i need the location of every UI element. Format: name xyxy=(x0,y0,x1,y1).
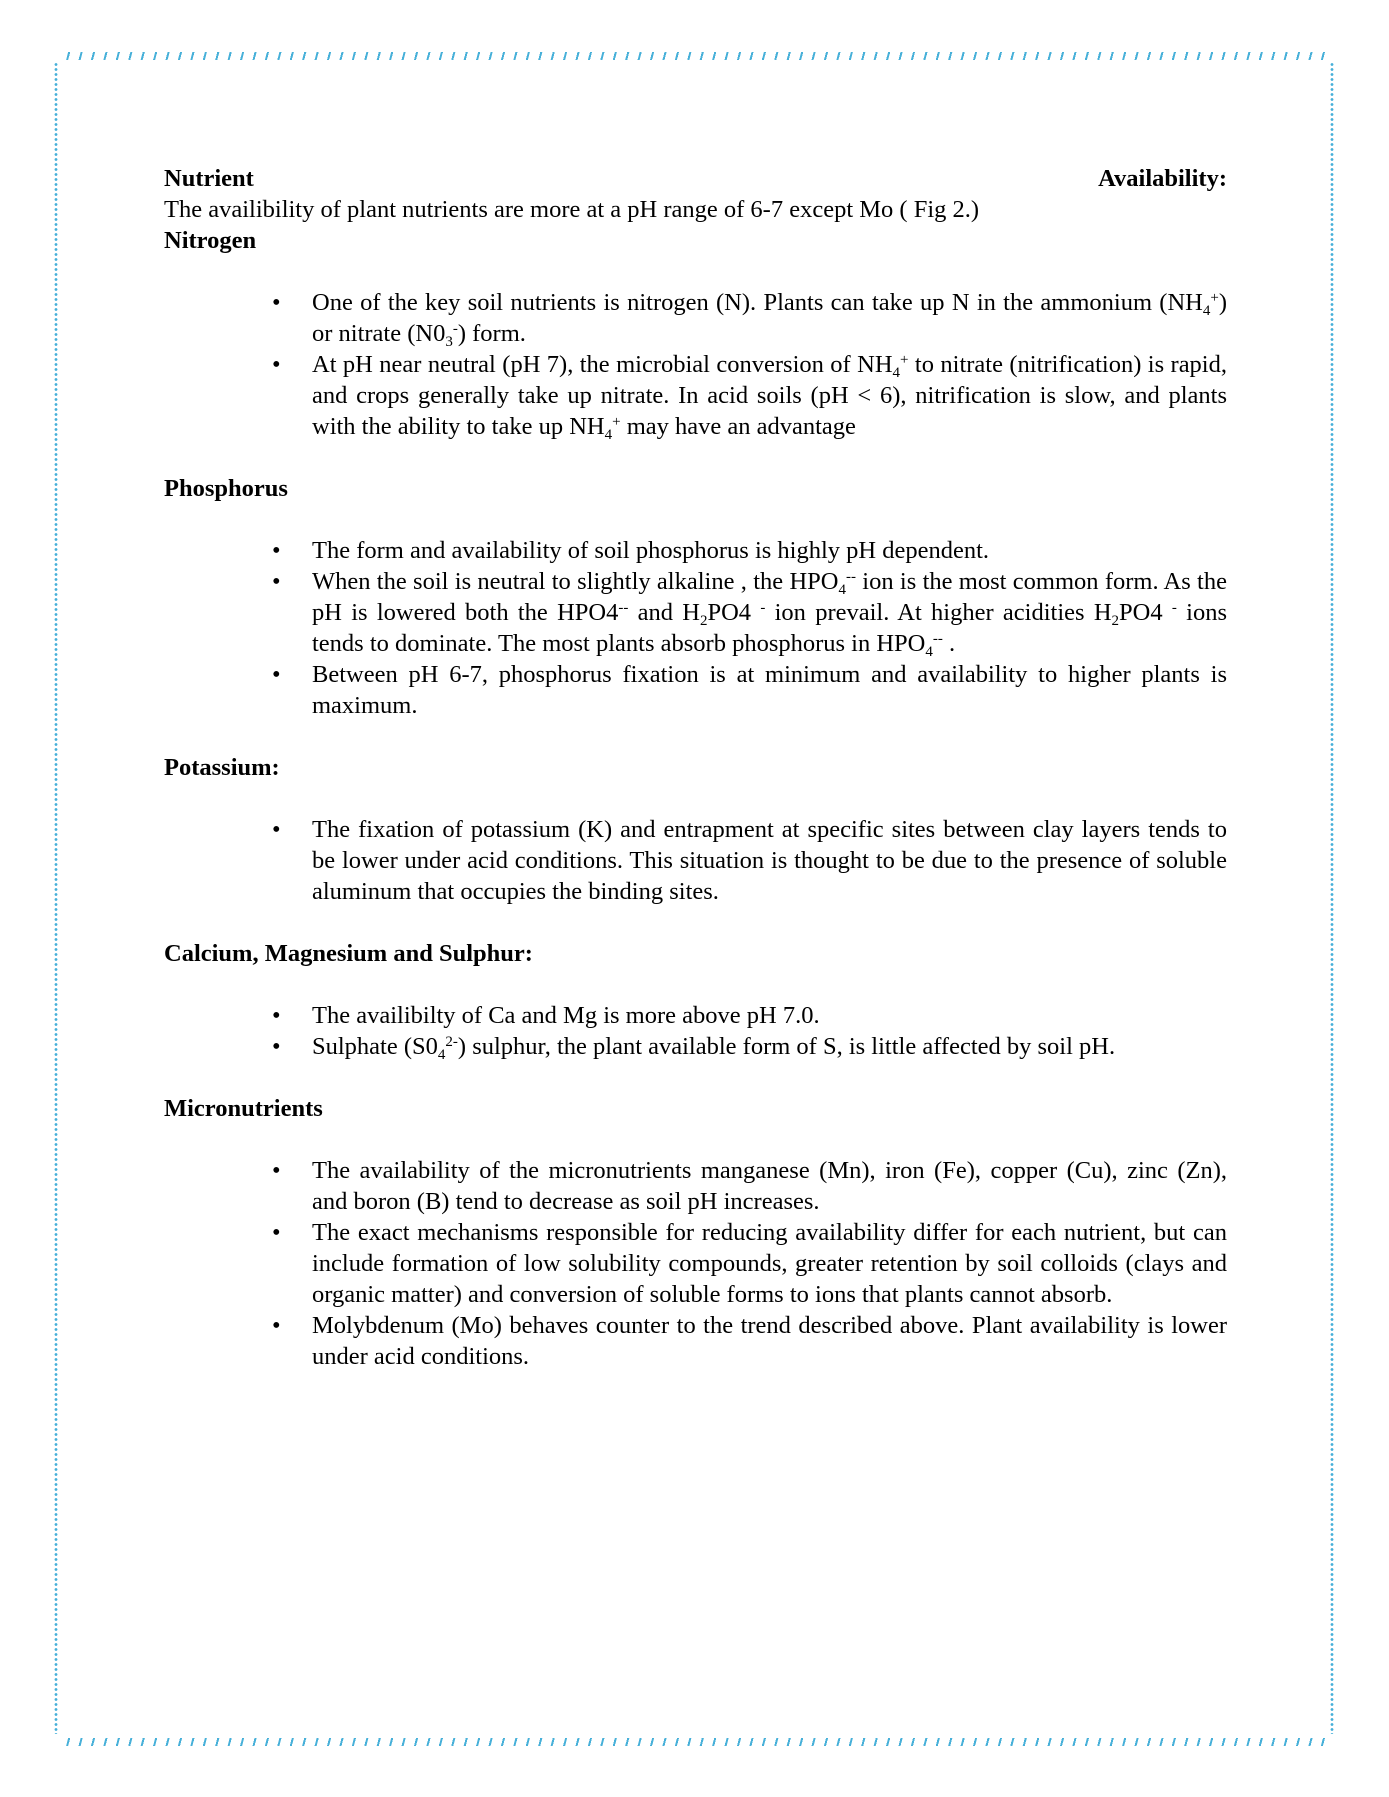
bullet-icon: • xyxy=(272,351,281,378)
bullet-icon: • xyxy=(272,1219,281,1246)
bullet-icon: • xyxy=(272,289,281,316)
document-body xyxy=(164,163,1227,1372)
list-item: • At pH near neutral (pH 7), the microbial conversion of $NH_4^+$ to nitrate (nitrification) is rapid, and crops generally take up nitrate. In acid soils (pH < 6), nitrification is slow, and plants with the ability to take up $NH_4^+$ may have an advantage xyxy=(272,351,1227,443)
list-item: • One of the key soil nutrients is nitrogen (N). Plants can take up N in the ammonium $(NH_4^+)$ or nitrate $(N0_3^-)$ form. xyxy=(272,289,1227,350)
list-item: • The exact mechanisms responsible for reducing availability differ for each nutrient, but can include formation of low solubility compounds, greater retention by soil colloids (clays and organic matter) and conversion of soluble forms to ions that plants cannot absorb. xyxy=(272,1219,1227,1308)
calcium-magnesium-sulphur-list xyxy=(164,1000,1227,1062)
list-item: • The availibilty of Ca and Mg is more above pH 7.0. xyxy=(272,1002,820,1029)
bullet-icon: • xyxy=(272,661,281,688)
page-border-bottom xyxy=(62,1738,1327,1746)
bullet-icon: • xyxy=(272,1312,281,1339)
list-item: • The availability of the micronutrients manganese (Mn), iron (Fe), copper (Cu), zinc (Zn), and boron (B) tend to decrease as soil pH increases. xyxy=(272,1157,1227,1215)
list-item: • The form and availability of soil phosphorus is highly pH dependent. xyxy=(272,537,990,564)
page-border-top xyxy=(62,52,1327,60)
phosphorus-title: Phosphorus xyxy=(164,475,288,502)
heading-left: Nutrient xyxy=(164,165,254,192)
list-item: • Molybdenum (Mo) behaves counter to the trend described above. Plant availability is lower under acid conditions. xyxy=(272,1312,1227,1370)
list-item: • Sulphate $(S0_4^{2-})$ sulphur, the plant available form of S, is little affected by soil pH. xyxy=(272,1033,1116,1063)
phosphorus-list xyxy=(164,535,1227,721)
bullet-icon: • xyxy=(272,1002,281,1029)
potassium-list xyxy=(164,814,1227,907)
bullet-icon: • xyxy=(272,816,281,843)
nitrogen-list xyxy=(164,287,1227,442)
bullet-icon: • xyxy=(272,1157,281,1184)
page-border-left xyxy=(54,62,58,1734)
bullet-icon: • xyxy=(272,568,281,595)
page-border-right xyxy=(1330,62,1334,1734)
bullet-icon: • xyxy=(272,1033,281,1060)
micronutrients-list xyxy=(164,1155,1227,1372)
calcium-magnesium-sulphur-title: Calcium, Magnesium and Sulphur: xyxy=(164,940,533,967)
heading-right: Availability: xyxy=(1098,165,1227,192)
list-item: • The fixation of potassium (K) and entrapment at specific sites between clay layers tends to be lower under acid conditions. This situation is thought to be due to the presence of soluble aluminum that occupies the binding sites. xyxy=(272,816,1227,905)
intro-paragraph: The availibility of plant nutrients are more at a pH range of 6-7 except Mo ( Fig 2.) xyxy=(164,196,980,223)
list-item: • When the soil is neutral to slightly alkaline , the $HPO_4^{--}$ ion is the most common form. As the pH is lowered both the HPO4-- and $H_2PO4$ - ion prevail. At higher acidities $H_2PO4$ - ions tends to dominate. The most plants absorb phosphorus in $HPO_4^{--}$ . xyxy=(272,568,1227,660)
nitrogen-title: Nitrogen xyxy=(164,227,257,254)
list-item: • Between pH 6-7, phosphorus fixation is at minimum and availability to higher plants is maximum. xyxy=(272,661,1227,719)
nutrient-availability-heading xyxy=(164,163,1227,194)
micronutrients-title: Micronutrients xyxy=(164,1095,323,1122)
bullet-icon: • xyxy=(272,537,281,564)
potassium-title: Potassium: xyxy=(164,754,280,781)
